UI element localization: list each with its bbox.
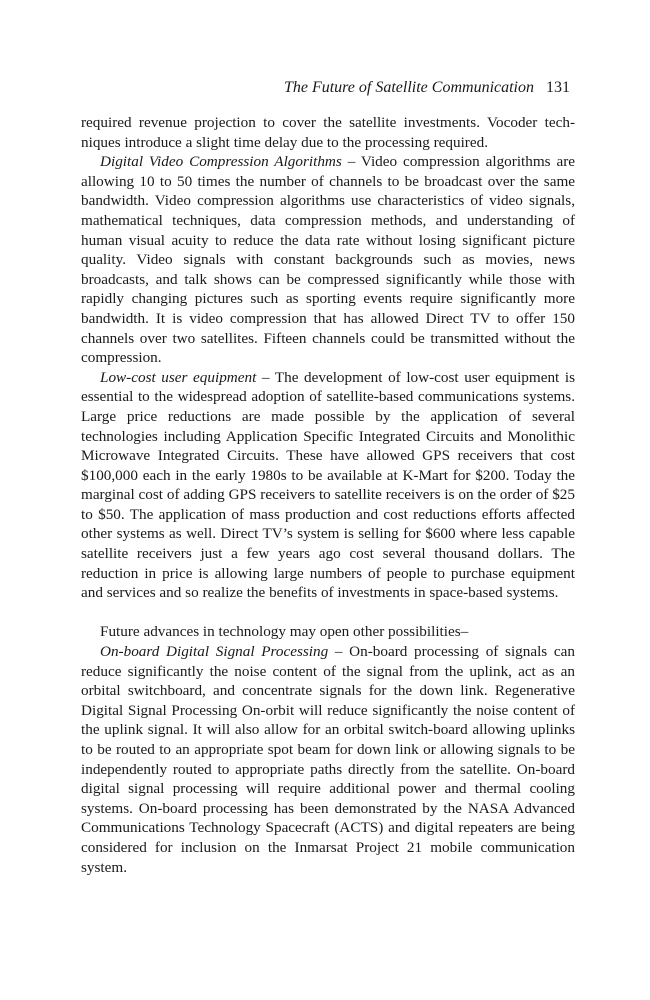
paragraph-low-cost-equipment <box>81 368 575 603</box>
paragraph-text: – The development of low-cost user equipment is essential to the widespread adoption of satellite-based communications systems. Large price reductions are made possible by the application of several technologies including Application Specific Integrated Circuits and Monolithic Microwave Integrated Circuits. These have allowed GPS receivers that cost $100,000 each in the early 1980s to be available at K-Mart for $200. Today the marginal cost of adding GPS receivers to satellite receivers is on the order of $25 to $50. The application of mass production and cost reductions efforts affected other systems as well. Direct TV’s system is selling for $600 where less capable satellite receivers just a few years ago cost several thousand dollars. The reduction in price is allowing large numbers of people to purchase equipment and services and so realize the benefits of investments in space-based systems. <box>81 368 575 602</box>
page-number: 131 <box>546 79 570 96</box>
paragraph-vocoder-continuation <box>81 113 575 152</box>
body-text <box>81 113 575 877</box>
paragraph-text: Future advances in technology may open other possibilities– <box>100 623 469 641</box>
paragraph-text: – On-board processing of signals can reduce significantly the noise content of the signal from the uplink, act as an orbital switchboard, and concentrate signals for the down link. Regenerative Digital Signal Processing On-orbit will reduce significantly the noise content of the uplink signal. It will also allow for an orbital switch-board allowing uplinks to be routed to an appropriate spot beam for down link or allowing signals to be independently routed to appropriate paths directly from the satellite. On-board digital signal processing will require additional power and thermal cooling systems. On-board processing has been demonstrated by the NASA Advanced Communications Technology Spacecraft (ACTS) and digital repeaters are being considered for inclusion on the Inmarsat Project 21 mobile communication system. <box>81 643 575 876</box>
paragraph-term: Digital Video Compression Algorithms <box>100 153 342 171</box>
running-head <box>284 78 570 98</box>
paragraph-onboard-processing <box>81 642 575 877</box>
paragraph-term: Low-cost user equipment <box>100 368 257 386</box>
chapter-title: The Future of Satellite Communication <box>283 79 534 96</box>
paragraph-term: On-board Digital Signal Processing <box>100 643 329 661</box>
paragraph-text: – Video compression algorithms are allowing 10 to 50 times the number of channels to be broadcast over the same bandwidth. Video compression algorithms use characteristics of video signals, mathematical techniques, data compression methods, and understanding of human visual acuity to reduce the data rate without losing significant picture quality. Video signals with constant backgrounds such as movies, news broadcasts, and talk shows can be compressed significantly while those with rapidly changing pictures such as sporting events require significantly more bandwidth. It is video compression that has allowed Direct TV to offer 150 channels over two satellites. Fifteen channels could be transmitted without the compression. <box>81 153 575 367</box>
paragraph-video-compression <box>81 152 575 368</box>
paragraph-text: required revenue projection to cover the satellite investments. Vocoder techniques introduce a slight time delay due to the processing required. <box>81 114 575 151</box>
paragraph-future-advances <box>81 622 575 642</box>
